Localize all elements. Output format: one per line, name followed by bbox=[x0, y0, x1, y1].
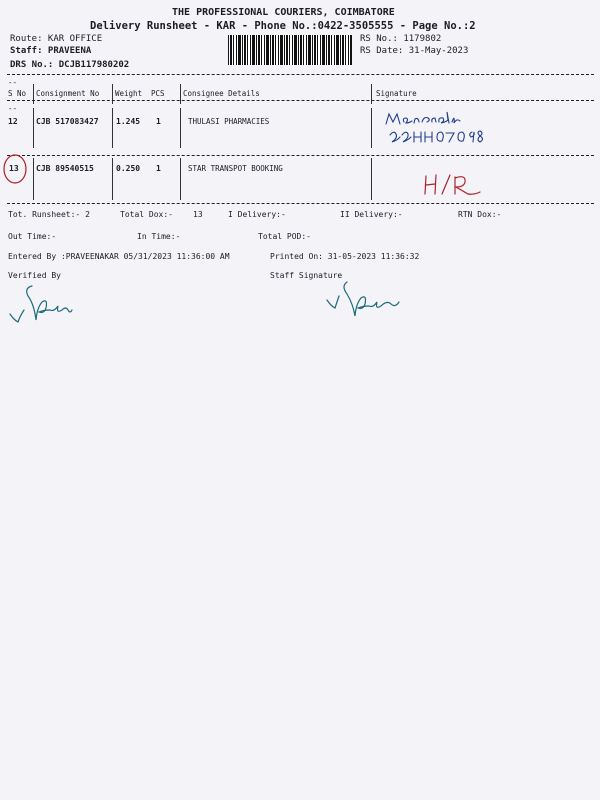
divider bbox=[7, 100, 594, 101]
total-dox-label: Total Dox:- bbox=[120, 210, 173, 219]
row-sno: 12 bbox=[8, 117, 18, 126]
divider bbox=[7, 203, 594, 204]
divider bbox=[7, 74, 594, 75]
entered-by: Entered By :PRAVEENAKAR 05/31/2023 11:36:00 AM bbox=[8, 252, 230, 261]
runsheet-title: Delivery Runsheet - KAR - Phone No.:0422-3505555 - Page No.:2 bbox=[90, 20, 476, 32]
row-sno: 13 bbox=[9, 164, 19, 173]
drs-number: DRS No.: DCJB117980202 bbox=[10, 60, 130, 70]
staff-label: Staff: PRAVEENA bbox=[10, 46, 92, 56]
handwritten-signature-manikandan bbox=[384, 110, 494, 148]
red-circle-mark bbox=[2, 153, 30, 187]
row-weight: 1.245 bbox=[116, 117, 141, 126]
verified-by-label: Verified By bbox=[8, 271, 61, 280]
handwritten-signature-hr bbox=[420, 172, 484, 198]
in-time: In Time:- bbox=[137, 232, 181, 241]
printed-on: Printed On: 31-05-2023 11:36:32 bbox=[270, 252, 420, 261]
row-consignment: CJB 517083427 bbox=[36, 117, 99, 126]
header-consignee: Consignee Details bbox=[183, 89, 260, 98]
rs-date: RS Date: 31-May-2023 bbox=[360, 46, 469, 56]
route-label: Route: KAR OFFICE bbox=[10, 34, 103, 44]
out-time: Out Time:- bbox=[8, 232, 57, 241]
row-pcs: 1 bbox=[156, 117, 161, 126]
staff-signature bbox=[325, 278, 405, 326]
row-consignee: THULASI PHARMACIES bbox=[188, 117, 270, 126]
header-sno: S No bbox=[8, 89, 27, 98]
verified-by-signature bbox=[6, 280, 76, 330]
header-consignment: Consignment No bbox=[36, 89, 100, 98]
total-dox-value: 13 bbox=[193, 210, 203, 219]
ii-delivery: II Delivery:- bbox=[340, 210, 403, 219]
header-weight: Weight bbox=[115, 89, 143, 98]
staff-signature-label: Staff Signature bbox=[270, 271, 343, 280]
i-delivery: I Delivery:- bbox=[228, 210, 286, 219]
row-pcs: 1 bbox=[156, 164, 161, 173]
rs-number: RS No.: 1179802 bbox=[360, 34, 442, 44]
barcode-image bbox=[228, 35, 352, 65]
row-weight: 0.250 bbox=[116, 164, 141, 173]
header-signature: Signature bbox=[376, 89, 417, 98]
divider bbox=[7, 155, 594, 156]
total-runsheet: Tot. Runsheet:- 2 bbox=[8, 210, 90, 219]
row-consignment: CJB 89540515 bbox=[36, 164, 94, 173]
row-consignee: STAR TRANSPOT BOOKING bbox=[188, 164, 283, 173]
company-name: THE PROFESSIONAL COURIERS, COIMBATORE bbox=[172, 7, 395, 18]
total-pod: Total POD:- bbox=[258, 232, 311, 241]
header-pcs: PCS bbox=[151, 89, 165, 98]
rtn-dox: RTN Dox:- bbox=[458, 210, 502, 219]
